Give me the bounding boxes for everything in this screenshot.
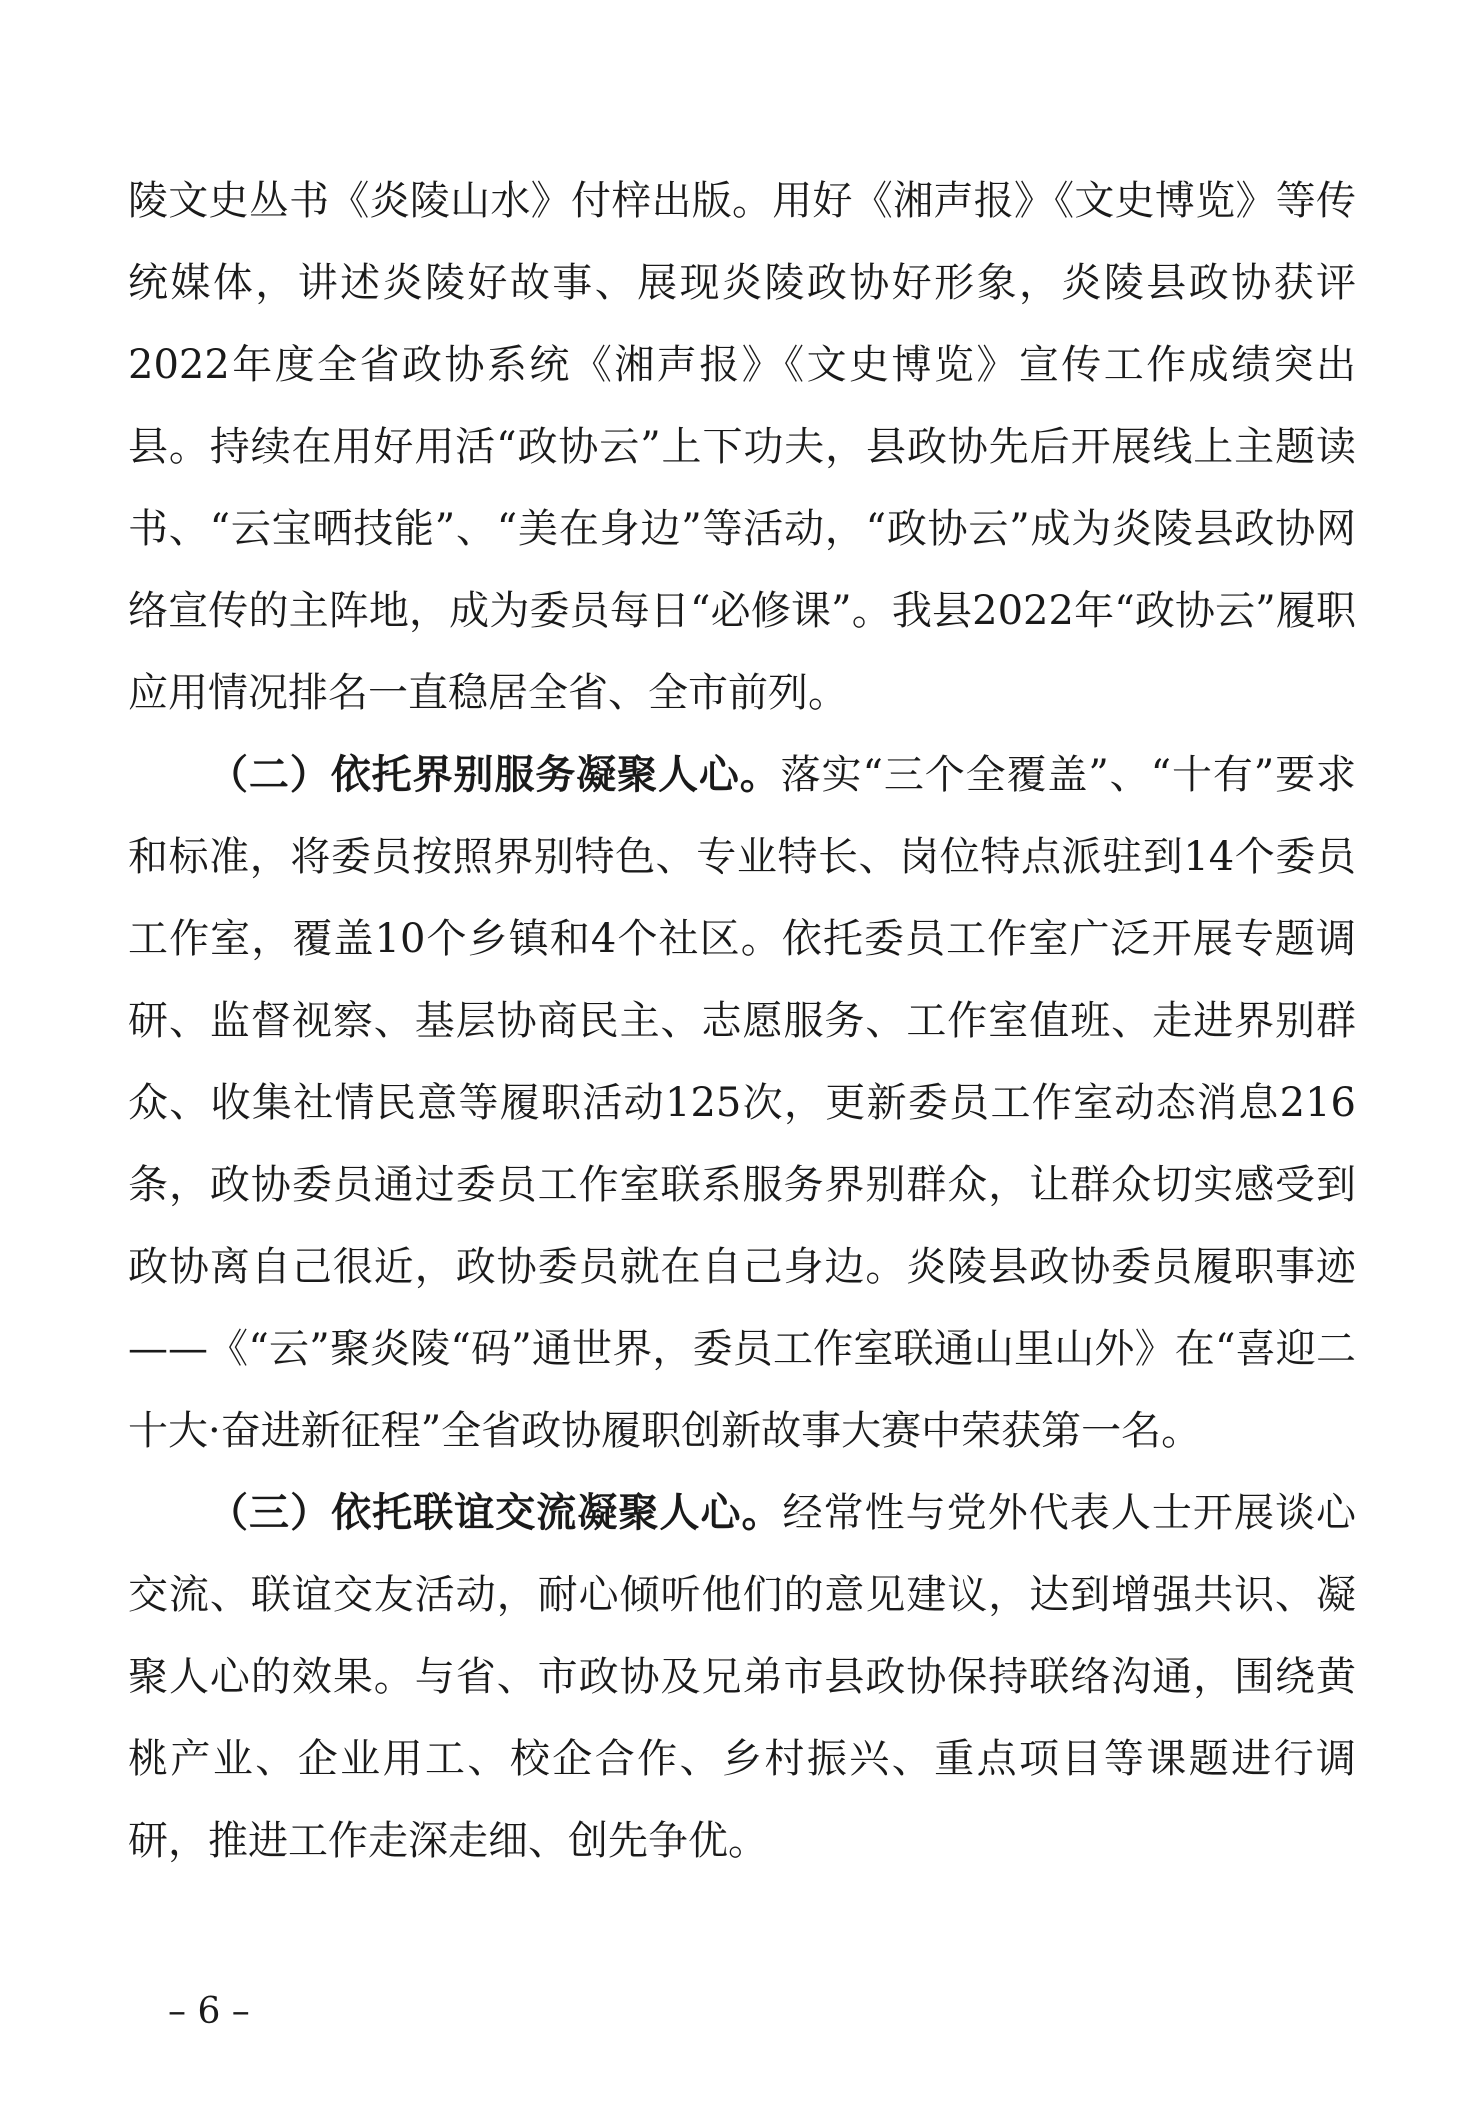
page-number: – 6 –: [168, 1991, 250, 2032]
section-heading: （二）依托界别服务凝聚人心。: [208, 751, 781, 798]
paragraph-text: 落实“三个全覆盖”、“十有”要求和标准，将委员按照界别特色、专业特长、岗位特点派驻到14个委员工作室，覆盖10个乡镇和4个社区。依托委员工作室广泛开展专题调研、监督视察、基层协商民主、志愿服务、工作室值班、走进界别群众、收集社情民意等履职活动125次，更新委员工作室动态消息216条，政协委员通过委员工作室联系服务界别群众，让群众切实感受到政协离自己很近，政协委员就在自己身边。炎陵县政协委员履职事迹——《“云”聚炎陵“码”通世界，委员工作室联通山里山外》在“喜迎二十大·奋进新征程”全省政协履职创新故事大赛中荣获第一名。: [128, 752, 1357, 1454]
section-heading: （三）依托联谊交流凝聚人心。: [208, 1489, 783, 1536]
paragraph-continuation: [128, 160, 1356, 734]
paragraph-section-3: [128, 1472, 1356, 1882]
body-text: [128, 160, 1356, 1882]
paragraph-text: 经常性与党外代表人士开展谈心交流、联谊交友活动，耐心倾听他们的意见建议，达到增强共识、凝聚人心的效果。与省、市政协及兄弟市县政协保持联络沟通，围绕黄桃产业、企业用工、校企合作、乡村振兴、重点项目等课题进行调研，推进工作走深走细、创先争优。: [128, 1490, 1357, 1864]
paragraph-text: 陵文史丛书《炎陵山水》付梓出版。用好《湘声报》《文史博览》等传统媒体，讲述炎陵好故事、展现炎陵政协好形象，炎陵县政协获评2022年度全省政协系统《湘声报》《文史博览》宣传工作成绩突出县。持续在用好用活“政协云”上下功夫，县政协先后开展线上主题读书、“云宝晒技能”、“美在身边”等活动，“政协云”成为炎陵县政协网络宣传的主阵地，成为委员每日“必修课”。我县2022年“政协云”履职应用情况排名一直稳居全省、全市前列。: [128, 178, 1356, 716]
paragraph-section-2: [128, 734, 1356, 1472]
